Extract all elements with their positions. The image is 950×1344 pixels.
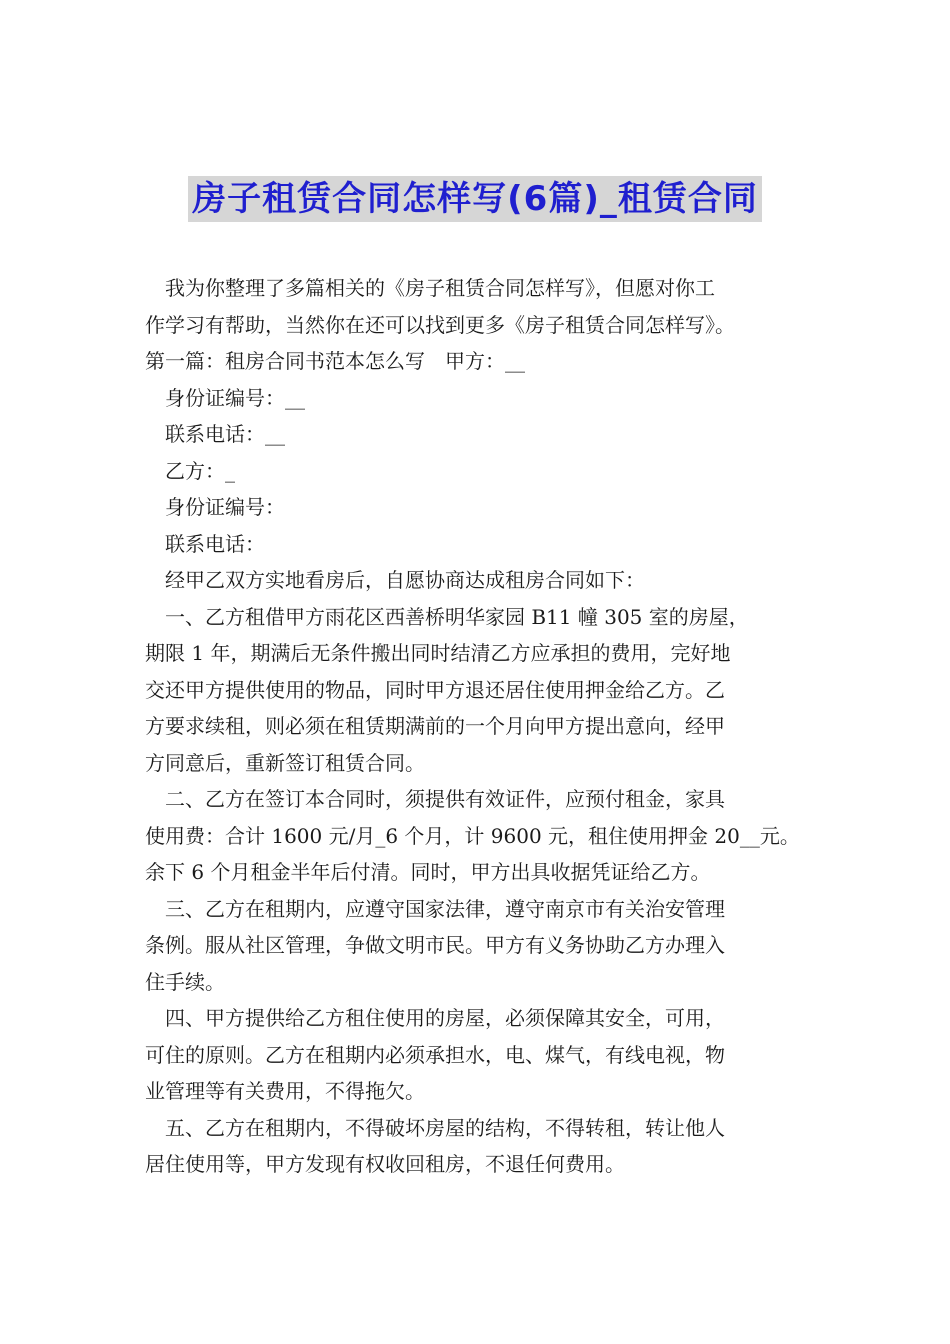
text-line: 五、乙方在租期内，不得破坏房屋的结构，不得转租，转让他人 xyxy=(165,1115,725,1140)
text-line: 二、乙方在签订本合同时，须提供有效证件，应预付租金，家具 xyxy=(165,787,725,811)
text-line: 使用费：合计 1600 元/月_6 个月，计 9600 元，租住使用押金 20__元。 xyxy=(145,823,800,848)
text-line: 作学习有帮助，当然你在还可以找到更多《房子租赁合同怎样写》。 xyxy=(145,312,735,337)
text-line: 三、乙方在租期内，应遵守国家法律，遵守南京市有关治安管理 xyxy=(165,896,725,921)
text-line: 经甲乙双方实地看房后，自愿协商达成租房合同如下： xyxy=(165,568,645,592)
text-line: 乙方：_ xyxy=(165,458,235,483)
text-line: 第一篇：租房合同书范本怎么写 甲方：__ xyxy=(145,349,525,373)
title-container xyxy=(0,176,950,222)
text-line: 联系电话：__ xyxy=(165,422,285,446)
text-line: 居住使用等，甲方发现有权收回租房，不退任何费用。 xyxy=(145,1152,625,1176)
document-title: 房子租赁合同怎样写(6篇)_租赁合同 xyxy=(188,176,762,222)
text-line: 期限 1 年，期满后无条件搬出同时结清乙方应承担的费用，完好地 xyxy=(145,641,731,665)
text-line: 我为你整理了多篇相关的《房子租赁合同怎样写》，但愿对你工 xyxy=(165,276,715,300)
text-line: 身份证编号： xyxy=(165,495,285,519)
text-line: 交还甲方提供使用的物品，同时甲方退还居住使用押金给乙方。乙 xyxy=(145,677,725,702)
text-line: 方同意后，重新签订租赁合同。 xyxy=(145,750,425,775)
text-line: 身份证编号：__ xyxy=(165,385,305,410)
text-line: 方要求续租，则必须在租赁期满前的一个月向甲方提出意向，经甲 xyxy=(145,714,725,738)
text-line: 四、甲方提供给乙方租住使用的房屋，必须保障其安全，可用， xyxy=(165,1006,725,1030)
text-line: 业管理等有关费用，不得拖欠。 xyxy=(145,1079,425,1103)
document-body xyxy=(145,270,815,1183)
text-line: 可住的原则。乙方在租期内必须承担水，电、煤气，有线电视，物 xyxy=(145,1042,725,1067)
text-line: 条例。服从社区管理，争做文明市民。甲方有义务协助乙方办理入 xyxy=(145,933,725,957)
text-line: 一、乙方租借甲方雨花区西善桥明华家园 B11 幢 305 室的房屋， xyxy=(165,604,749,629)
text-line: 余下 6 个月租金半年后付清。同时，甲方出具收据凭证给乙方。 xyxy=(145,860,711,884)
text-line: 联系电话： xyxy=(165,531,265,556)
text-line: 住手续。 xyxy=(145,969,225,994)
